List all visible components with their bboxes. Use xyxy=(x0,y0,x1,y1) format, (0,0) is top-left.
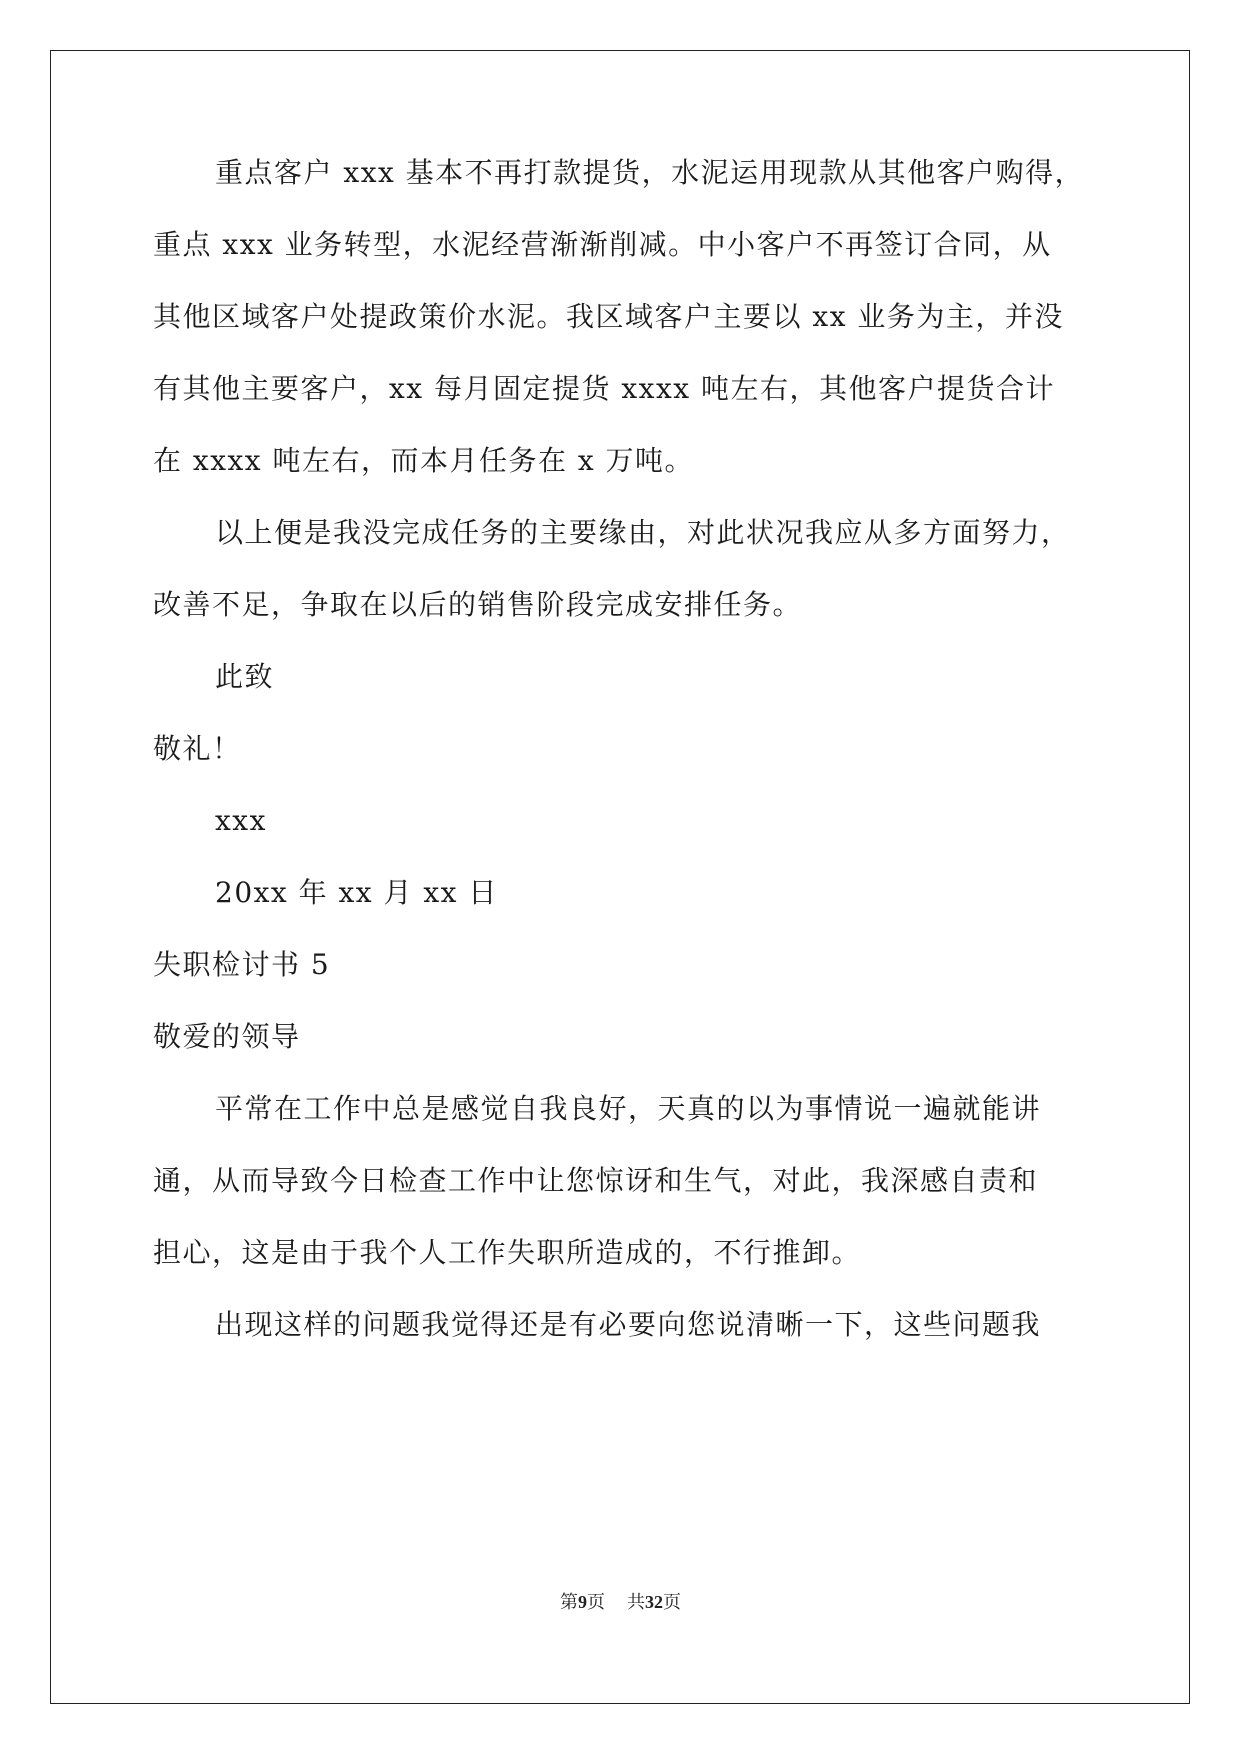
paragraph-line: 重点 xxx 业务转型，水泥经营渐渐削减。中小客户不再签订合同，从 xyxy=(153,228,1052,261)
page-footer xyxy=(0,1590,1241,1615)
total-prefix: 共 xyxy=(627,1592,645,1613)
signature: xxx xyxy=(215,804,267,837)
paragraph-line: 平常在工作中总是感觉自我良好，天真的以为事情说一遍就能讲 xyxy=(215,1092,1042,1125)
paragraph-line: 通，从而导致今日检查工作中让您惊讶和生气，对此，我深感自责和 xyxy=(153,1164,1039,1197)
page-suffix: 页 xyxy=(587,1592,605,1613)
section-title: 失职检讨书 5 xyxy=(153,948,331,981)
paragraph-line: 担心，这是由于我个人工作失职所造成的，不行推卸。 xyxy=(153,1236,862,1269)
total-suffix: 页 xyxy=(663,1592,681,1613)
total-pages: 32 xyxy=(645,1592,663,1612)
paragraph-line: 改善不足，争取在以后的销售阶段完成安排任务。 xyxy=(153,588,803,621)
closing-text: 此致 xyxy=(215,660,275,693)
date: 20xx 年 xx 月 xx 日 xyxy=(215,876,498,909)
paragraph-line: 有其他主要客户，xx 每月固定提货 xxxx 吨左右，其他客户提货合计 xyxy=(153,372,1055,405)
paragraph-line: 在 xxxx 吨左右，而本月任务在 x 万吨。 xyxy=(153,444,695,477)
paragraph-line: 出现这样的问题我觉得还是有必要向您说清晰一下，这些问题我 xyxy=(215,1308,1042,1341)
page-number: 9 xyxy=(578,1592,587,1612)
paragraph-line: 以上便是我没完成任务的主要缘由，对此状况我应从多方面努力， xyxy=(215,516,1071,549)
paragraph-line: 其他区域客户处提政策价水泥。我区域客户主要以 xx 业务为主，并没 xyxy=(153,300,1064,333)
salute-text: 敬礼！ xyxy=(153,732,242,765)
page-prefix: 第 xyxy=(560,1592,578,1613)
greeting: 敬爱的领导 xyxy=(153,1020,301,1053)
paragraph-line: 重点客户 xxx 基本不再打款提货，水泥运用现款从其他客户购得， xyxy=(215,156,1085,189)
